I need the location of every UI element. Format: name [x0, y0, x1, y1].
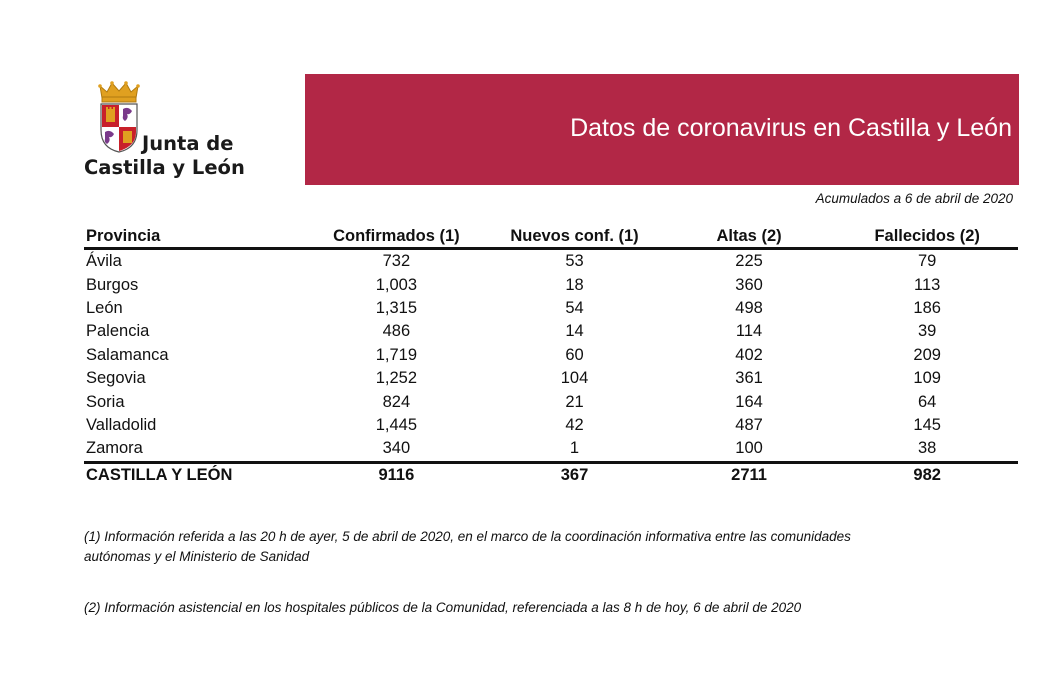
cell-altas: 360: [735, 275, 763, 294]
date-note: Acumulados a 6 de abril de 2020: [815, 191, 1013, 206]
cell-nuevos: 53: [565, 252, 584, 271]
table-row: [84, 344, 1018, 367]
cell-nuevos: 54: [565, 298, 584, 317]
cell-fallecidos: 64: [917, 392, 937, 411]
cell-confirmados: 1,003: [375, 275, 418, 294]
coronavirus-data-table: [84, 222, 1018, 488]
cell-altas: 225: [735, 252, 763, 271]
cell-nuevos: 104: [560, 369, 589, 388]
cell-fallecidos: 209: [913, 345, 941, 364]
header-altas: Altas (2): [662, 222, 837, 249]
cell-fallecidos: 145: [913, 415, 941, 434]
header-nuevos-conf: Nuevos conf. (1): [487, 222, 662, 249]
table-row: [84, 367, 1018, 390]
table-row: [84, 437, 1018, 462]
table-header-row: [84, 222, 1018, 249]
cell-confirmados: 1,445: [375, 415, 418, 434]
header-provincia: Provincia: [84, 222, 306, 249]
cell-confirmados: 1,252: [375, 369, 418, 388]
logo-line-2: Castilla y León: [84, 156, 245, 179]
table-row: [84, 249, 1018, 274]
total-fallecidos: 982: [836, 462, 1018, 488]
total-altas: 2711: [662, 462, 837, 488]
cell-nuevos: 1: [569, 439, 580, 458]
cell-nuevos: 42: [565, 415, 584, 434]
cell-provincia: Ávila: [86, 252, 122, 271]
footnote-1-line-1: (1) Información referida a las 20 h de ayer, 5 de abril de 2020, en el marco de la coordinación informativa entre las comunidades: [84, 529, 851, 544]
cell-nuevos: 21: [565, 392, 584, 411]
cell-nuevos: 18: [565, 275, 584, 294]
cell-fallecidos: 113: [914, 275, 941, 294]
header-confirmados: Confirmados (1): [306, 222, 488, 249]
cell-altas: 402: [735, 345, 763, 364]
cell-provincia: Salamanca: [86, 345, 169, 364]
cell-fallecidos: 109: [913, 369, 941, 388]
total-row: [84, 462, 1018, 488]
cell-fallecidos: 186: [913, 298, 941, 317]
cell-provincia: León: [86, 298, 123, 317]
table-row: [84, 414, 1018, 437]
cell-provincia: Soria: [86, 392, 125, 411]
cell-fallecidos: 39: [917, 322, 937, 341]
cell-confirmados: 824: [382, 392, 411, 411]
cell-altas: 164: [735, 392, 763, 411]
cell-altas: 100: [735, 439, 763, 458]
cell-confirmados: 486: [382, 322, 411, 341]
cell-provincia: Segovia: [86, 369, 146, 388]
cell-provincia: Burgos: [86, 275, 139, 294]
cell-confirmados: 732: [382, 252, 411, 271]
junta-logo: [84, 80, 274, 180]
cell-altas: 498: [735, 298, 763, 317]
cell-altas: 487: [735, 415, 763, 434]
footnote-2: (2) Información asistencial en los hospitales públicos de la Comunidad, referenciada a las 8 h de hoy, 6 de abril de 2020: [84, 600, 802, 615]
table-row: [84, 297, 1018, 320]
header-fallecidos: Fallecidos (2): [836, 222, 1018, 249]
table-row: [84, 320, 1018, 343]
cell-confirmados: 1,315: [375, 298, 418, 317]
table-row: [84, 273, 1018, 296]
cell-provincia: Valladolid: [86, 415, 157, 434]
total-label: CASTILLA Y LEÓN: [84, 462, 306, 488]
table-row: [84, 390, 1018, 413]
total-nuevos: 367: [487, 462, 662, 488]
cell-confirmados: 1,719: [375, 345, 418, 364]
footnote-1: [84, 527, 1004, 567]
logo-line-1: Junta de: [142, 132, 234, 155]
cell-confirmados: 340: [382, 439, 411, 458]
cell-nuevos: 60: [565, 345, 584, 364]
title-banner: [305, 74, 1019, 185]
cell-altas: 361: [735, 369, 763, 388]
cell-provincia: Zamora: [86, 439, 143, 458]
cell-altas: 114: [735, 322, 763, 341]
footnote-1-line-2: autónomas y el Ministerio de Sanidad: [84, 549, 310, 564]
page-title: Datos de coronavirus en Castilla y León: [570, 114, 1012, 142]
cell-fallecidos: 38: [917, 439, 937, 458]
cell-provincia: Palencia: [86, 322, 150, 341]
cell-nuevos: 14: [565, 322, 584, 341]
total-confirmados: 9116: [306, 462, 488, 488]
cell-fallecidos: 79: [917, 252, 937, 271]
